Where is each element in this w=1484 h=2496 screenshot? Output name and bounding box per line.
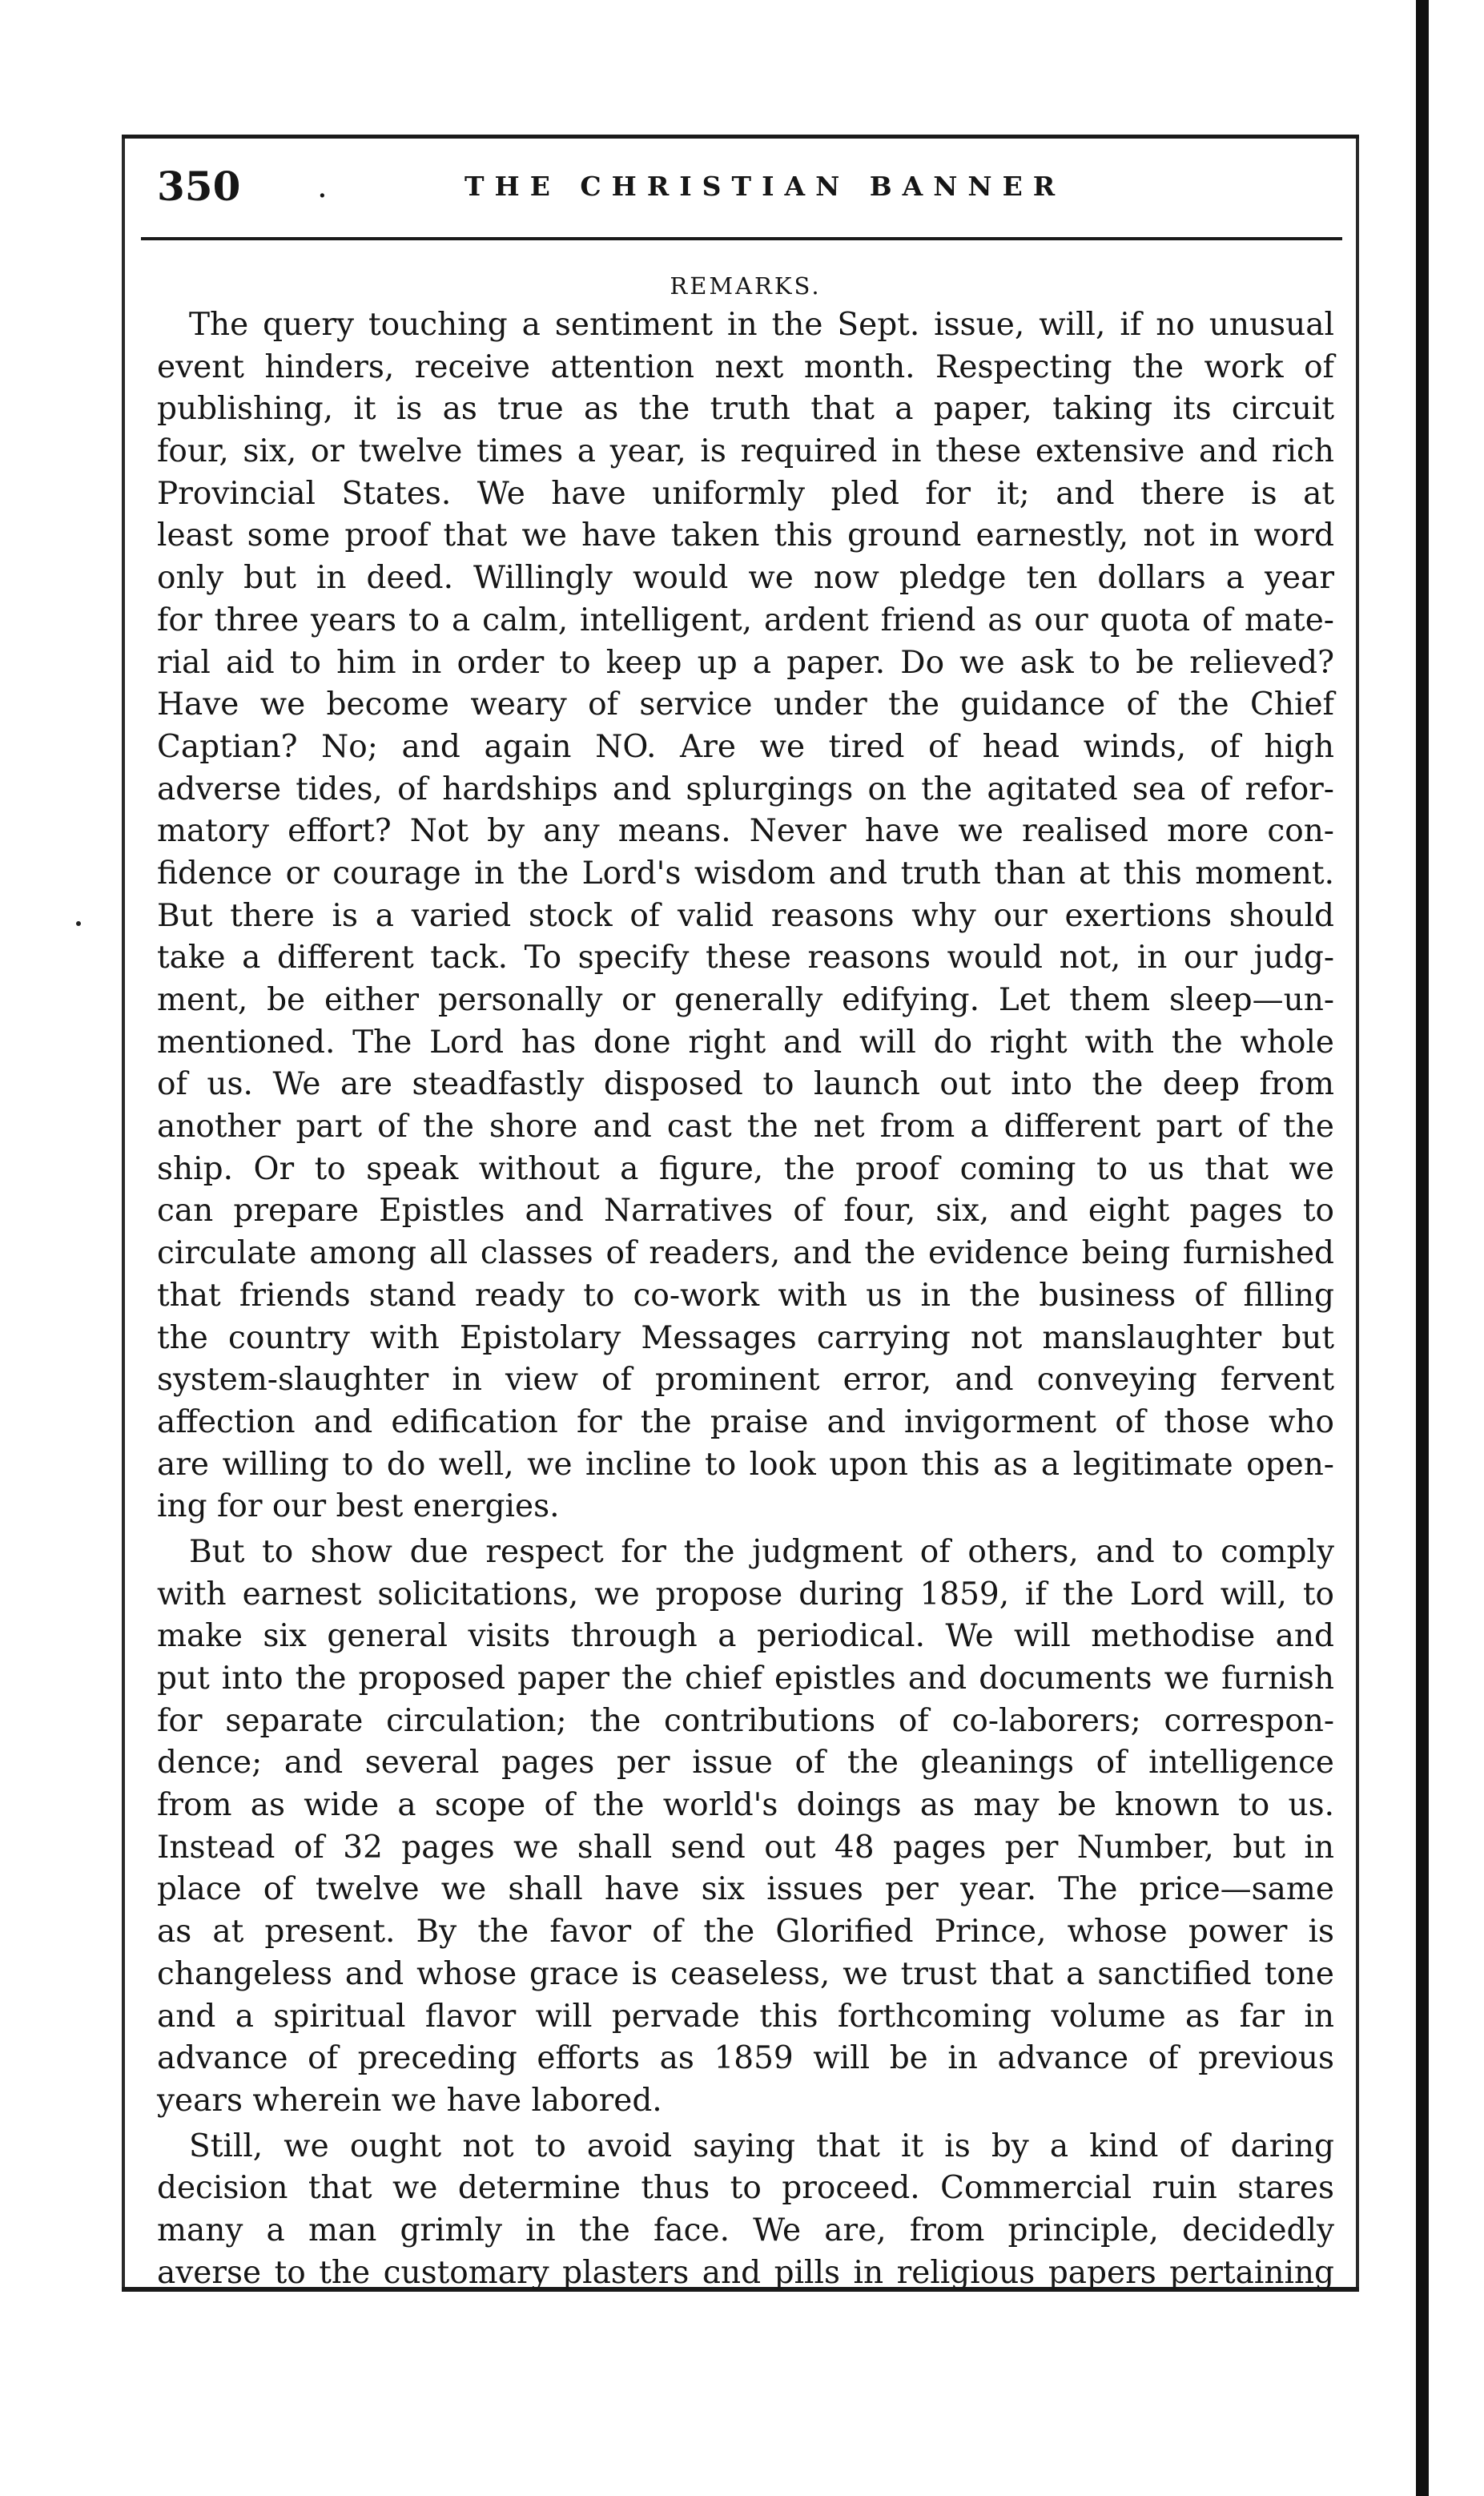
text-line: circulate among all classes of readers, and the evidence being furnished: [157, 1235, 1334, 1272]
text-line: affection and edification for the praise and invigorment of those who: [157, 1403, 1334, 1440]
text-line: least some proof that we have taken this ground earnestly, not in word: [157, 517, 1334, 554]
text-line: adverse tides, of hardships and splurgings on the agitated sea of refor-: [157, 771, 1334, 807]
text-line: event hinders, receive attention next month. Respecting the work of: [157, 348, 1334, 385]
text-line: dence; and several pages per issue of the gleanings of intelligence: [157, 1745, 1334, 1781]
text-line: ship. Or to speak without a figure, the proof coming to us that we: [157, 1150, 1334, 1187]
text-line: ing for our best energies.: [157, 1488, 560, 1525]
text-line: place of twelve we shall have six issues per year. The price—same: [157, 1871, 1334, 1908]
text-line: But to show due respect for the judgment of others, and to comply: [189, 1533, 1334, 1570]
text-line: matory effort? Not by any means. Never have we realised more con-: [157, 813, 1334, 850]
text-line: only but in deed. Willingly would we now pledge ten dollars a year: [157, 560, 1334, 597]
section-heading: REMARKS.: [670, 272, 822, 300]
paragraph: [157, 304, 1334, 1528]
article-body: [157, 304, 1334, 2294]
text-line: mentioned. The Lord has done right and will do right with the whole: [157, 1024, 1334, 1061]
text-line: decision that we determine thus to proceed. Commercial ruin stares: [157, 2170, 1334, 2207]
text-line: for three years to a calm, intelligent, ardent friend as our quota of mate-: [157, 602, 1334, 638]
frame-right-border: [1356, 135, 1359, 2292]
text-line: the country with Epistolary Messages carrying not manslaughter but: [157, 1319, 1334, 1356]
text-line: Provincial States. We have uniformly pled for it; and there is at: [157, 475, 1334, 512]
page-number: 350: [157, 163, 241, 210]
text-line: rial aid to him in order to keep up a paper. Do we ask to be relieved?: [157, 644, 1334, 681]
text-line: Have we become weary of service under the guidance of the Chief: [157, 686, 1334, 723]
text-line: advance of preceding efforts as 1859 will be in advance of previous: [157, 2040, 1334, 2077]
top-rule: [122, 135, 1359, 139]
text-line: from as wide a scope of the world's doings as may be known to us.: [157, 1787, 1334, 1824]
text-line: take a different tack. To specify these reasons would not, in our judg-: [157, 940, 1334, 976]
running-header: [157, 159, 1334, 215]
running-title: THE CHRISTIAN BANNER: [465, 171, 1066, 202]
text-line: changeless and whose grace is ceaseless, we trust that a sanctified tone: [157, 1955, 1334, 1992]
paragraph: [157, 1532, 1334, 2123]
text-line: make six general visits through a periodical. We will methodise and: [157, 1618, 1334, 1655]
binding-gutter: [1416, 0, 1429, 2496]
text-line: system-slaughter in view of prominent error, and conveying fervent: [157, 1362, 1334, 1399]
text-line: ment, be either personally or generally edifying. Let them sleep—un-: [157, 982, 1334, 1018]
text-line: put into the proposed paper the chief epistles and documents we furnish: [157, 1661, 1334, 1697]
text-line: with earnest solicitations, we propose during 1859, if the Lord will, to: [157, 1576, 1334, 1612]
text-line: But there is a varied stock of valid reasons why our exertions should: [157, 897, 1334, 934]
frame-left-border: [122, 135, 125, 2292]
text-line: as at present. By the favor of the Glorified Prince, whose power is: [157, 1914, 1334, 1951]
header-rule: [141, 237, 1342, 240]
text-line: many a man grimly in the face. We are, from principle, decidedly: [157, 2212, 1334, 2248]
text-line: can prepare Epistles and Narratives of four, six, and eight pages to: [157, 1193, 1334, 1230]
text-line: averse to the customary plasters and pills in religious papers pertaining: [157, 2254, 1334, 2291]
text-line: publishing, it is as true as the truth that a paper, taking its circuit: [157, 391, 1334, 428]
text-line: years wherein we have labored.: [157, 2082, 662, 2119]
text-line: for separate circulation; the contributions of co-laborers; correspon-: [157, 1702, 1334, 1739]
text-line: are willing to do well, we incline to look upon this as a legitimate open-: [157, 1446, 1334, 1483]
text-line: and a spiritual flavor will pervade this forthcoming volume as far in: [157, 1998, 1334, 2035]
ink-speck: [76, 921, 81, 926]
text-line: The query touching a sentiment in the Sept. issue, will, if no unusual: [189, 307, 1334, 343]
text-line: another part of the shore and cast the net from a different part of the: [157, 1109, 1334, 1145]
paragraph: [157, 2126, 1334, 2295]
header-separator: .: [317, 168, 328, 205]
text-line: fidence or courage in the Lord's wisdom and truth than at this moment.: [157, 855, 1334, 892]
text-line: Instead of 32 pages we shall send out 48 pages per Number, but in: [157, 1829, 1334, 1866]
text-line: Captian? No; and again NO. Are we tired of head winds, of high: [157, 728, 1334, 765]
text-line: of us. We are steadfastly disposed to launch out into the deep from: [157, 1066, 1334, 1103]
text-line: four, six, or twelve times a year, is required in these extensive and rich: [157, 433, 1334, 470]
text-line: that friends stand ready to co-work with us in the business of filling: [157, 1277, 1334, 1314]
text-line: Still, we ought not to avoid saying that it is by a kind of daring: [189, 2128, 1334, 2164]
